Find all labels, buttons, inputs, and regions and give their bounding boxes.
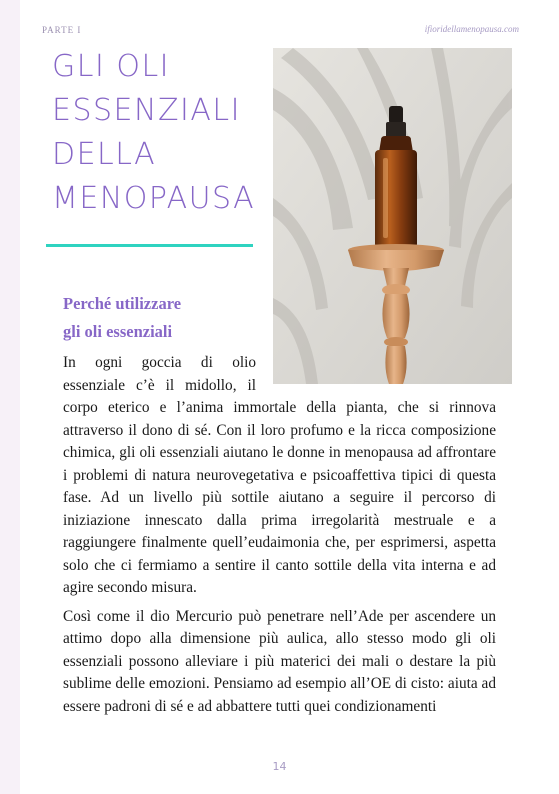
title-line: MENOPAUSA <box>52 181 256 216</box>
title-line: ESSENZIALI <box>52 93 241 128</box>
subtitle-line: gli oli essenziali <box>63 322 173 341</box>
page-number: 14 <box>272 760 287 773</box>
body-text <box>63 352 496 724</box>
title-line: GLI OLI <box>52 49 171 84</box>
essential-oil-bottle-photo <box>273 48 512 384</box>
title-underline <box>46 244 253 247</box>
paragraph: Così come il dio Mercurio può penetrare nell’Ade per ascendere un attimo dopo alla dimensione più aulica, allo stesso modo gli oli essenziali possono alleviare i più materici dei mali o destare la più sublime delle emozioni. Pensiamo ad esempio all’OE di cisto: aiuta ad essere padroni di sé e ad abbattere tutti quei condizionamenti <box>63 607 496 715</box>
subtitle-line: Perché utilizzare <box>63 294 182 313</box>
section-header: PARTE I <box>42 25 82 35</box>
title-line: DELLA <box>52 137 157 172</box>
page-title <box>52 45 267 221</box>
section-subtitle <box>63 290 263 346</box>
page-margin-strip <box>0 0 20 794</box>
paragraph: In ogni goccia di olio essenziale c’è il midollo, il corpo eterico e l’anima immortale della pianta, che si rinnova attraverso il dono di sé. Con il loro profumo e la ricca composizione chimica, gli oli essenziali aiutano le donne in menopausa ad affrontare i problemi di natura neurovegetativa e psicoaffettiva tipici di questa fase. Ad un livello più sottile aiutano a seguire il percorso di iniziazione innescato dalla prima irregolarità mestruale e a raggiungere finalmente quell’eudaimonia che, per esprimersi, aspetta solo che ci fermiamo a sentire il canto sottile della vita interna e ad agire secondo misura. <box>63 354 496 596</box>
image-wrap-spacer <box>256 352 496 388</box>
website-header: ifioridellamenopausa.com <box>424 24 519 34</box>
